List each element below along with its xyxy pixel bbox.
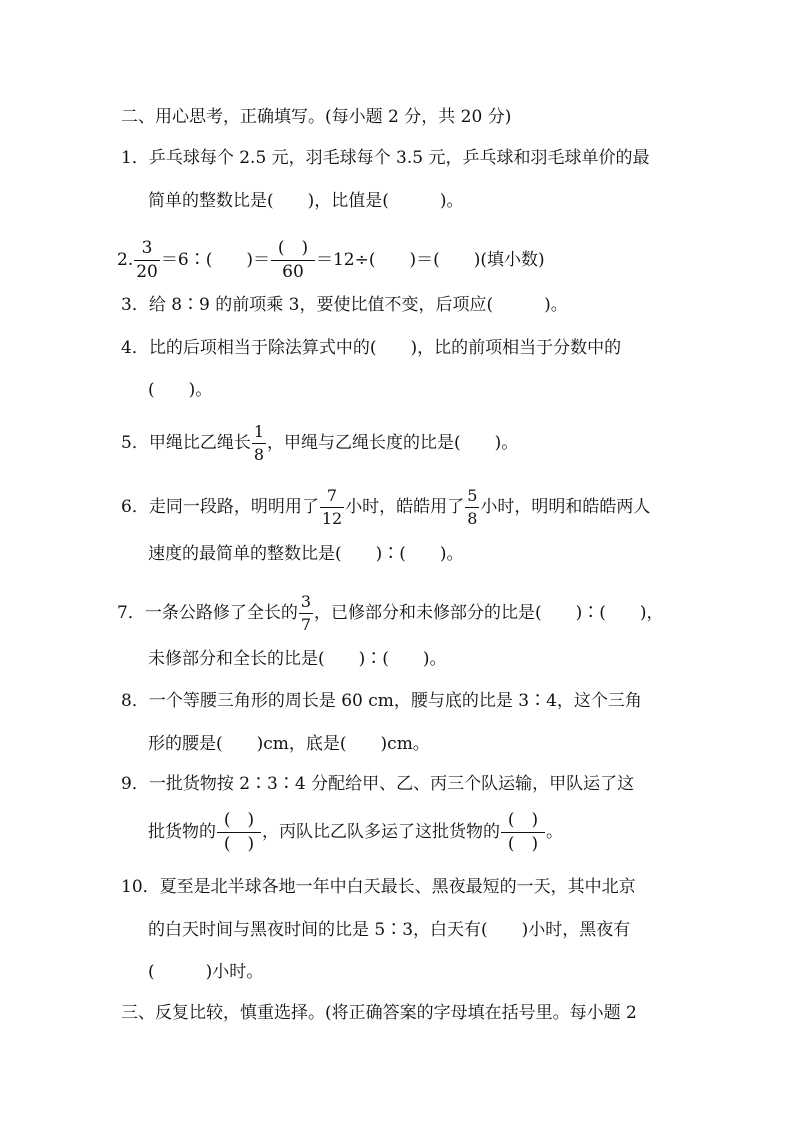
question-4-line-1: 4．比的后项相当于除法算式中的( )，比的前项相当于分数中的 <box>121 338 622 358</box>
question-4-line-2: ( )。 <box>148 380 213 400</box>
question-10-line-1: 10．夏至是北半球各地一年中白天最长、黑夜最短的一天，其中北京 <box>121 877 636 897</box>
question-10-line-3: ( )小时。 <box>148 962 264 982</box>
question-6-middle: 小时，皓皓用了 <box>345 497 465 517</box>
question-2-prefix: 2. <box>117 250 134 270</box>
fraction-blank-1 <box>217 812 261 853</box>
fraction-denominator: 60 <box>282 262 304 282</box>
question-3: 3．给 8∶9 的前项乘 3，要使比值不变，后项应( )。 <box>121 295 568 315</box>
fraction-1-8 <box>252 424 266 463</box>
section-3-heading: 三、反复比较，慎重选择。(将正确答案的字母填在括号里。每小题 2 <box>121 1003 637 1023</box>
question-7-pre: 7．一条公路修了全长的 <box>117 603 298 623</box>
question-1-line-1: 1．乒乓球每个 2.5 元，羽毛球每个 3.5 元，乒乓球和羽毛球单价的最 <box>121 148 650 168</box>
fraction-3-20 <box>134 240 160 281</box>
question-2-middle-2: ＝12÷( )＝( )(填小数) <box>315 250 545 270</box>
fraction-denominator: 20 <box>136 262 158 282</box>
fraction-denominator: 7 <box>300 615 312 634</box>
fraction-3-7 <box>299 594 313 633</box>
question-5-post: ，甲绳与乙绳长度的比是( )。 <box>267 433 519 453</box>
fraction-numerator: ( ) <box>501 812 545 833</box>
fraction-blank-2 <box>501 812 545 853</box>
question-9-post: 。 <box>546 822 563 842</box>
question-9-line-2 <box>148 812 563 853</box>
fraction-denominator: ( ) <box>507 834 539 854</box>
fraction-numerator: ( ) <box>271 240 315 261</box>
fraction-denominator: 8 <box>467 509 478 528</box>
question-8-line-2: 形的腰是( )cm，底是( )cm。 <box>148 734 430 754</box>
fraction-blank-60 <box>271 240 315 281</box>
fraction-numerator: 7 <box>320 488 344 508</box>
question-6-pre: 6．走同一段路，明明用了 <box>121 497 319 517</box>
question-2-middle-1: ＝6∶( )＝ <box>160 250 270 270</box>
question-6-post: 小时，明明和皓皓两人 <box>480 497 651 517</box>
fraction-numerator: 3 <box>134 240 160 261</box>
fraction-denominator: 8 <box>253 445 265 464</box>
fraction-5-8 <box>465 488 479 527</box>
fraction-numerator: ( ) <box>217 812 261 833</box>
fraction-numerator: 1 <box>252 424 266 444</box>
question-6-line-2: 速度的最简单的整数比是( )∶( )。 <box>148 544 464 564</box>
question-9-line-1: 9．一批货物按 2∶3∶4 分配给甲、乙、丙三个队运输，甲队运了这 <box>121 774 635 794</box>
question-5 <box>121 424 518 463</box>
fraction-denominator: ( ) <box>223 834 255 854</box>
fraction-numerator: 5 <box>465 488 479 508</box>
question-8-line-1: 8．一个等腰三角形的周长是 60 cm，腰与底的比是 3∶4，这个三角 <box>121 691 642 711</box>
section-2-heading: 二、用心思考，正确填写。(每小题 2 分，共 20 分) <box>121 107 512 127</box>
question-7-line-2: 未修部分和全长的比是( )∶( )。 <box>148 649 447 669</box>
question-7-post: ，已修部分和未修部分的比是( )∶( )， <box>314 603 664 623</box>
question-2 <box>117 240 545 281</box>
question-6-line-1 <box>121 488 650 527</box>
fraction-numerator: 3 <box>299 594 313 614</box>
question-9-pre: 批货物的 <box>148 822 216 842</box>
question-1-line-2: 简单的整数比是( )，比值是( )。 <box>148 191 464 211</box>
question-5-pre: 5．甲绳比乙绳长 <box>121 433 251 453</box>
question-7-line-1 <box>117 594 664 633</box>
fraction-denominator: 12 <box>321 509 343 528</box>
question-9-middle: ，丙队比乙队多运了这批货物的 <box>262 822 500 842</box>
fraction-7-12 <box>320 488 344 527</box>
question-10-line-2: 的白天时间与黑夜时间的比是 5∶3，白天有( )小时，黑夜有 <box>148 920 631 940</box>
